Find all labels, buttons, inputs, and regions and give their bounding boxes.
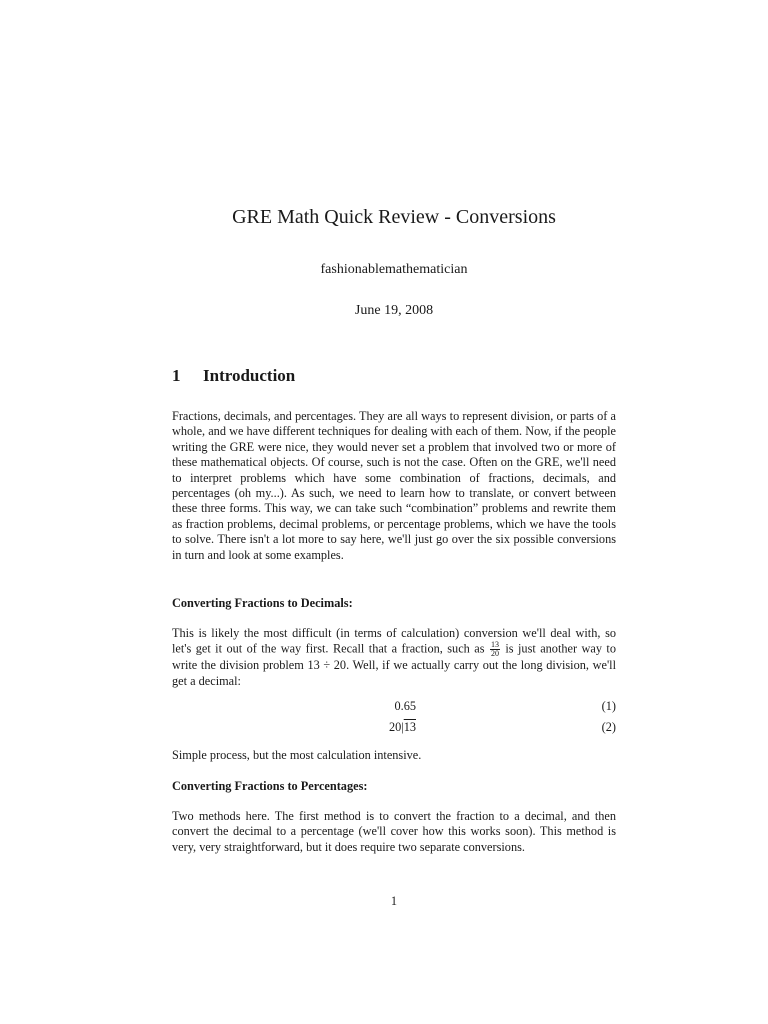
equation-right: 0.65 bbox=[394, 699, 416, 713]
fraction-numerator: 13 bbox=[490, 640, 499, 650]
equation-math bbox=[394, 699, 416, 714]
subsection-heading-fractions-to-percentages: Converting Fractions to Percentages: bbox=[172, 779, 368, 793]
subsection-heading-fractions-to-decimals: Converting Fractions to Decimals: bbox=[172, 596, 353, 610]
equation-row bbox=[172, 720, 616, 736]
paragraph-text-part2: is just another way to write the division problem 13 ÷ 20. Well, if we actually carry out the long division, we'll get a decimal: bbox=[172, 641, 616, 688]
paragraph-text-part1: This is likely the most difficult (in terms of calculation) conversion we'll deal with, so let's get it out of the way first. Recall that a fraction, such as bbox=[172, 626, 616, 656]
equation-math bbox=[389, 720, 416, 735]
inline-fraction bbox=[490, 641, 500, 658]
section-heading bbox=[172, 366, 295, 386]
equation-row bbox=[172, 699, 616, 715]
equation-number: (1) bbox=[601, 699, 616, 713]
closing-sentence: Simple process, but the most calculation intensive. bbox=[172, 748, 422, 762]
paragraph-fractions-to-percentages: Two methods here. The first method is to convert the fraction to a decimal, and then convert the decimal to a percentage (we'll cover how this works soon). This method is very, very straightforward, but it does require two separate conversions. bbox=[172, 809, 616, 854]
paragraph-fractions-to-decimals bbox=[172, 626, 616, 689]
equation-left: 20| bbox=[388, 720, 404, 734]
page-number: 1 bbox=[390, 894, 398, 908]
fraction-denominator: 20 bbox=[490, 649, 499, 659]
section-title: Introduction bbox=[203, 366, 296, 385]
equation-right: 13 bbox=[403, 720, 416, 734]
document-title: GRE Math Quick Review - Conversions bbox=[232, 206, 556, 228]
document-date: June 19, 2008 bbox=[354, 303, 434, 318]
equation-number: (2) bbox=[601, 720, 616, 734]
document-author: fashionablemathematician bbox=[320, 262, 468, 277]
section-number: 1 bbox=[172, 366, 181, 385]
intro-paragraph: Fractions, decimals, and percentages. They are all ways to represent division, or parts of a whole, and we have different techniques for dealing with each of them. Now, if the people writing the GRE were nice, they would never set a problem that involved two or more of these mathematical objects. Of course, such is not the case. Often on the GRE, we'll need to interpret problems which have some combination of fractions, decimals, and percentages (oh my...). As such, we need to learn how to translate, or convert between these three forms. This way, we can take such “combination” problems and rewrite them as fraction problems, decimal problems, or percentage problems, which we have the tools to solve. There isn't a lot more to say here, we'll just go over the six possible conversions in turn and look at some examples. bbox=[172, 409, 616, 562]
